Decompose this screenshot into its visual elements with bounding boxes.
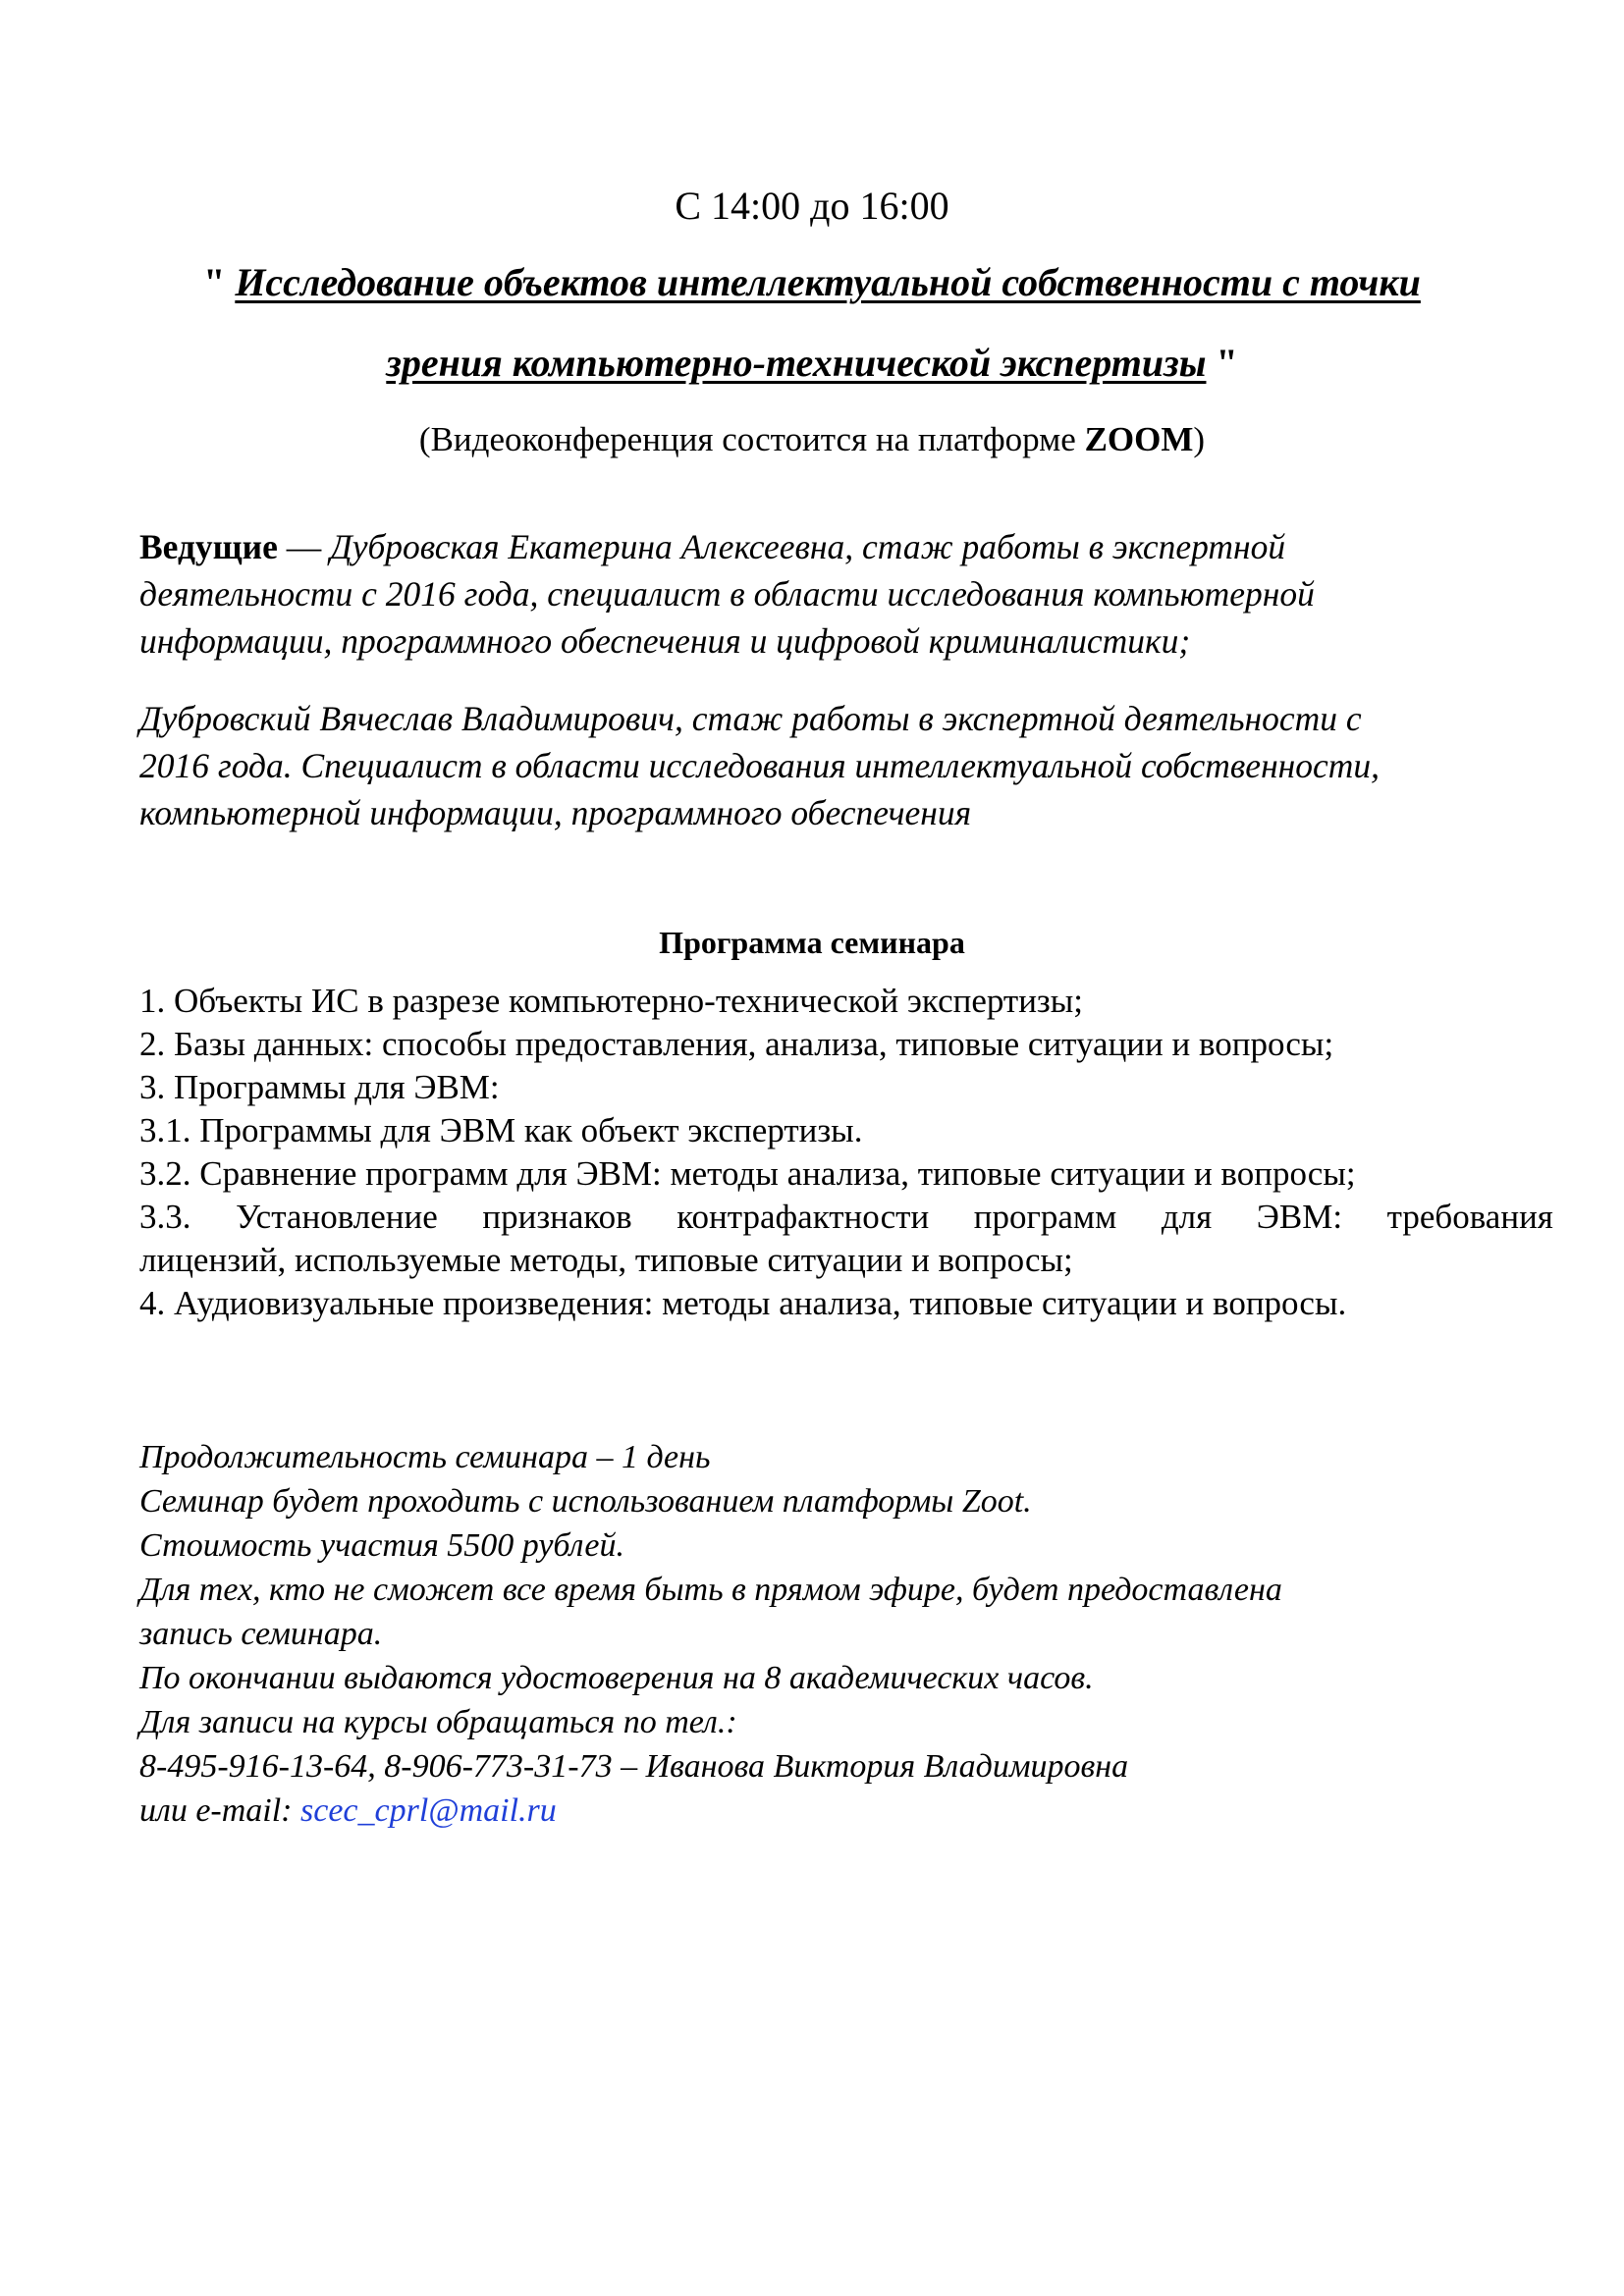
phone-line: 8-495-916-13-64, 8-906-773-31-73 – Иванова Виктория Владимировна	[139, 1748, 1129, 1785]
host-1-paragraph	[139, 523, 1524, 665]
program-item: 3. Программы для ЭВМ:	[139, 1068, 500, 1106]
host-1-line	[139, 523, 1524, 570]
program-item: 3.1. Программы для ЭВМ как объект экспертизы.	[139, 1111, 863, 1149]
price-line: Стоимость участия 5500 рублей.	[139, 1527, 624, 1564]
title-text-line-2: зрения компьютерно-технической экспертизы	[386, 341, 1207, 385]
host-2-line: 2016 года. Специалист в области исследования интеллектуальной собственности,	[139, 746, 1380, 785]
platform-suffix: )	[1193, 420, 1206, 458]
host-1-line: деятельности с 2016 года, специалист в области исследования компьютерной	[139, 574, 1315, 614]
program-word: Установление	[236, 1198, 438, 1236]
program-item-3-3-line-2: лицензий, используемые методы, типовые ситуации и вопросы;	[139, 1241, 1073, 1279]
platform-prefix: (Видеоконференция состоится на платформе	[418, 420, 1085, 458]
program-item-3-3-line-1	[139, 1196, 1553, 1239]
program-item: 4. Аудиовизуальные произведения: методы анализа, типовые ситуации и вопросы.	[139, 1284, 1347, 1322]
title-text-line-1: Исследование объектов интеллектуальной собственности с точки	[235, 260, 1421, 304]
info-line: По окончании выдаются удостоверения на 8 академических часов.	[139, 1660, 1094, 1696]
program-word: требования	[1386, 1198, 1553, 1236]
program-word: для	[1161, 1198, 1213, 1236]
host-2-line: компьютерной информации, программного обеспечения	[139, 793, 972, 832]
program-word: контрафактности	[677, 1198, 930, 1236]
program-word: программ	[973, 1198, 1117, 1236]
program-list	[139, 980, 1553, 1325]
program-title: Программа семинара	[659, 925, 965, 960]
seminar-info	[139, 1435, 1553, 1833]
program-item: 3.2. Сравнение программ для ЭВМ: методы анализа, типовые ситуации и вопросы;	[139, 1154, 1356, 1193]
email-line	[139, 1789, 1553, 1833]
program-word: ЭВМ:	[1256, 1198, 1343, 1236]
title-open-quote: "	[203, 260, 226, 304]
program-word: признаков	[482, 1198, 632, 1236]
program-item: 2. Базы данных: способы предоставления, анализа, типовые ситуации и вопросы;	[139, 1025, 1334, 1063]
seminar-time: С 14:00 до 16:00	[675, 184, 949, 228]
email-prefix: или e-mail:	[139, 1792, 301, 1829]
title-close-quote: "	[1216, 341, 1238, 385]
email-link[interactable]: scec_cprl@mail.ru	[300, 1792, 557, 1829]
host-2-line: Дубровский Вячеслав Владимирович, стаж работы в экспертной деятельности с	[139, 699, 1362, 738]
duration-line: Продолжительность семинара – 1 день	[139, 1439, 711, 1475]
program-item: 1. Объекты ИС в разрезе компьютерно-технической экспертизы;	[139, 982, 1083, 1020]
info-line: Для записи на курсы обращаться по тел.:	[139, 1704, 737, 1740]
seminar-title-line-2	[0, 341, 1624, 385]
info-line: Семинар будет проходить с использованием платформы Zoot.	[139, 1483, 1032, 1520]
info-line: запись семинара.	[139, 1616, 383, 1652]
platform-note	[0, 422, 1624, 456]
program-word: 3.3.	[139, 1198, 191, 1236]
platform-name: ZOOM	[1084, 420, 1194, 458]
host-2-paragraph	[139, 695, 1524, 836]
hosts-label: Ведущие	[139, 527, 278, 566]
host-1-text: Дубровская Екатерина Алексеевна, стаж работы в экспертной	[330, 527, 1286, 566]
host-1-line: информации, программного обеспечения и цифровой криминалистики;	[139, 621, 1191, 661]
seminar-title-line-1	[0, 260, 1624, 304]
info-line: Для тех, кто не сможет все время быть в прямом эфире, будет предоставлена	[139, 1572, 1282, 1608]
hosts-dash: —	[277, 527, 331, 566]
